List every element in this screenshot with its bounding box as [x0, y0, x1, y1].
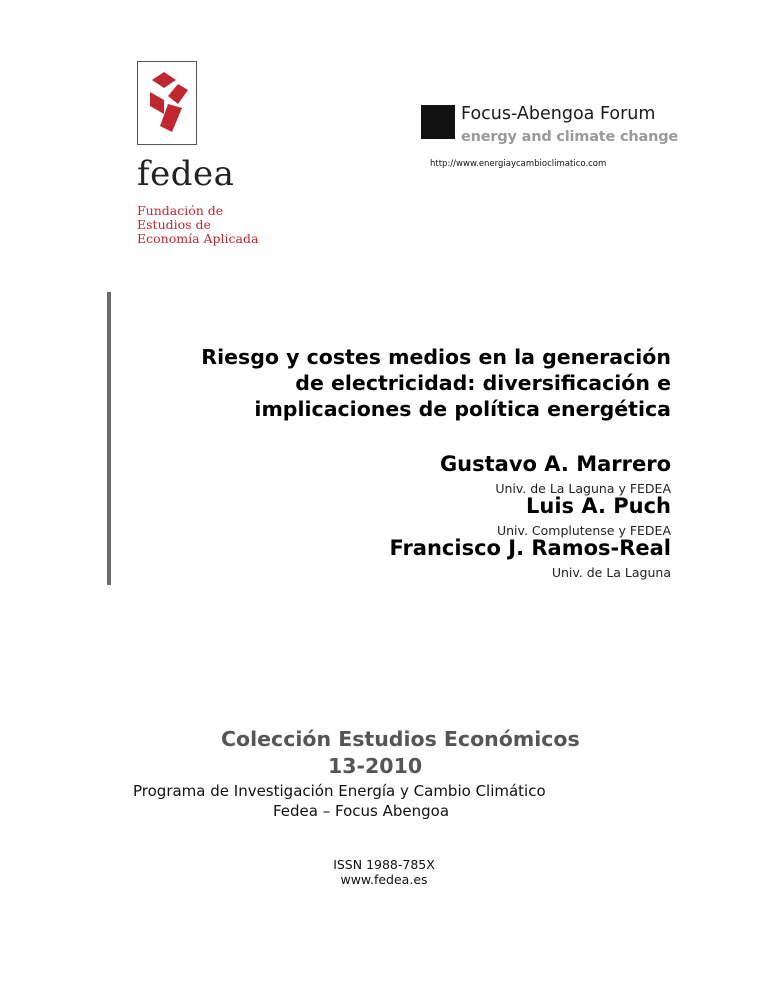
partners-line: Fedea – Focus Abengoa: [273, 802, 450, 820]
author-affiliation: Univ. Complutense y FEDEA: [496, 523, 671, 538]
title-line-1: Riesgo y costes medios en la generación: [201, 345, 671, 369]
author-affiliation: Univ. de La Laguna y FEDEA: [495, 481, 671, 496]
document-title: [111, 344, 671, 422]
focus-tagline: energy and climate change: [461, 129, 679, 145]
author-affiliation: Univ. de La Laguna: [551, 565, 671, 580]
collection-title: Colección Estudios Económicos: [221, 727, 580, 751]
title-line-3: implicaciones de política energética: [254, 397, 671, 421]
fedea-subtitle-line1: Fundación de: [137, 203, 224, 218]
collection-number: 13-2010: [328, 754, 423, 778]
fedea-subtitle-line3: Economía Aplicada: [137, 231, 259, 246]
focus-square-icon: [421, 105, 455, 139]
focus-url-link[interactable]: http://www.energiaycambioclimatico.com: [430, 159, 607, 169]
fedea-wordmark: fedea: [137, 154, 235, 194]
website-link[interactable]: www.fedea.es: [340, 872, 428, 887]
focus-title: Focus-Abengoa Forum: [461, 104, 656, 124]
title-line-2: de electricidad: diversificación e: [295, 371, 671, 395]
fedea-mark-icon: [146, 70, 190, 138]
fedea-subtitle-line2: Estudios de: [137, 217, 211, 232]
focus-abengoa-logo: [421, 104, 679, 174]
issn: ISSN 1988-785X: [333, 857, 435, 872]
side-divider-bar: [107, 292, 111, 585]
author-name: Gustavo A. Marrero: [439, 452, 671, 476]
author-name: Francisco J. Ramos-Real: [389, 536, 671, 560]
fedea-logo-box: [137, 61, 197, 145]
program-name: Programa de Investigación Energía y Cambio Climático: [133, 782, 546, 800]
fedea-logo: [137, 61, 277, 251]
author-name: Luis A. Puch: [525, 494, 671, 518]
